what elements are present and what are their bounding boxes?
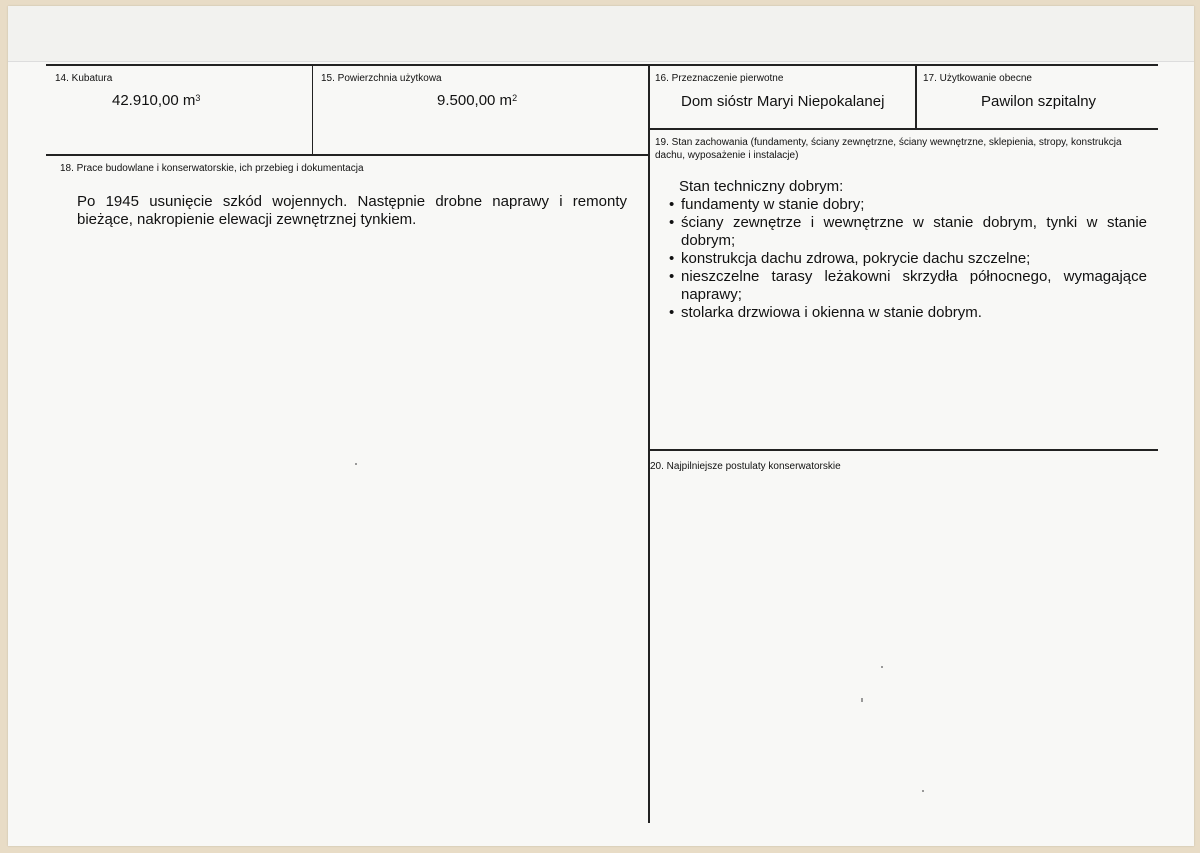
list-item-text: nieszczelne tarasy leżakowni skrzydła północnego, wymagające naprawy; xyxy=(681,268,1147,303)
rule-below-19 xyxy=(648,449,1158,451)
bullet-glyph: • xyxy=(669,196,675,213)
bullet-glyph: • xyxy=(669,304,675,321)
bullet-glyph: • xyxy=(669,268,675,285)
field-19-label: 19. Stan zachowania (fundamenty, ściany zewnętrzne, ściany wewnętrzne, sklepienia, stropy, konstrukcja dachu, wyposażenie i instalacje) xyxy=(655,137,1122,161)
field-14-unit-exponent: 3 xyxy=(195,93,201,103)
list-item-text: stolarka drzwiowa i okienna w stanie dobrym. xyxy=(681,304,982,321)
document-page xyxy=(8,6,1194,846)
field-20-label: 20. Najpilniejsze postulaty konserwatorskie xyxy=(650,461,841,472)
field-15-label: 15. Powierzchnia użytkowa xyxy=(321,73,442,84)
list-item-text: konstrukcja dachu zdrowa, pokrycie dachu szczelne; xyxy=(681,250,1031,267)
field-16-label: 16. Przeznaczenie pierwotne xyxy=(655,73,784,84)
list-item-text: fundamenty w stanie dobry; xyxy=(681,196,865,213)
center-divider xyxy=(648,64,650,823)
rule-below-16-17 xyxy=(648,128,1158,130)
field-18-label: 18. Prace budowlane i konserwatorskie, ich przebieg i dokumentacja xyxy=(60,163,364,174)
field-19-intro: Stan techniczny dobrym: xyxy=(679,178,844,195)
field-15-number: 9.500,00 m xyxy=(437,92,513,109)
field-17-label: 17. Użytkowanie obecne xyxy=(923,73,1032,84)
list-item xyxy=(669,250,1147,268)
list-item xyxy=(669,196,1147,214)
list-item-text: ściany zewnętrze i wewnętrzne w stanie dobrym, tynki w stanie dobrym; xyxy=(681,214,1147,249)
field-19-list xyxy=(669,178,1147,322)
top-rule xyxy=(46,64,1158,66)
divider-16-17 xyxy=(915,64,917,130)
field-14-label: 14. Kubatura xyxy=(55,73,113,84)
list-item xyxy=(669,304,1147,322)
field-15-unit-exponent: 2 xyxy=(512,93,518,103)
field-14-value xyxy=(112,92,200,110)
scan-speck xyxy=(881,666,883,668)
rule-below-14-15 xyxy=(46,154,650,156)
field-15-value xyxy=(437,92,517,110)
top-strip xyxy=(8,6,1194,62)
list-item xyxy=(669,268,1147,304)
field-17-value: Pawilon szpitalny xyxy=(981,93,1097,110)
field-14-number: 42.910,00 m xyxy=(112,92,196,109)
bullet-glyph: • xyxy=(669,214,675,231)
scan-speck xyxy=(355,463,357,465)
bullet-glyph: • xyxy=(669,250,675,267)
scan-speck xyxy=(922,790,924,792)
list-item xyxy=(669,214,1147,250)
field-16-value: Dom sióstr Maryi Niepokalanej xyxy=(681,93,885,110)
divider-14-15 xyxy=(312,64,313,155)
field-18-text: Po 1945 usunięcie szkód wojennych. Następnie drobne naprawy i remonty bieżące, nakropienie elewacji zewnętrznej tynkiem. xyxy=(77,193,627,228)
scan-speck xyxy=(861,698,863,702)
